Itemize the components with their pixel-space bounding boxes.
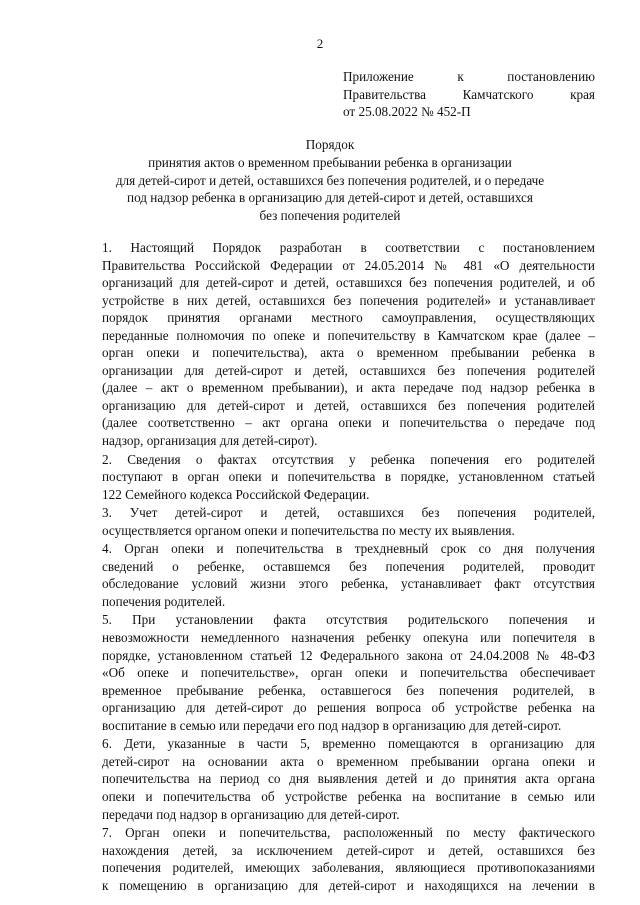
paragraph-line: орган опеки и попечительства), акта о временном пребывании ребенка в [102,345,595,361]
paragraph-line: невозможности немедленного назначения ребенку опекуна или попечителя в [102,630,595,646]
paragraph-line: надзор, организация для детей-сирот). [102,433,318,449]
paragraph-line: воспитание в семью или передачи его под надзор в организацию для детей-сирот. [102,717,562,733]
appendix-line: от 25.08.2022 № 452-П [343,104,471,119]
paragraph-line: «Об опеке и попечительстве», орган опеки и попечительства обеспечивает [102,665,595,681]
paragraph-line: (далее соответственно – акт органа опеки и попечительства о передаче под [102,415,595,431]
paragraph-6 [76,735,595,823]
paragraph-line: 5. При установлении факта отсутствия родительского попечения и [102,612,595,628]
paragraph-line: 3. Учет детей-сирот и детей, оставшихся без попечения родителей, [102,505,595,521]
paragraph-2 [76,451,595,504]
paragraph-line: нахождения детей, за исключением детей-сирот и детей, оставшихся без [102,842,595,858]
paragraph-line: организаций для детей-сирот и детей, оставшихся без попечения родителей, и об [102,275,595,291]
paragraph-3 [76,504,595,539]
paragraph-line: обследование условий жизни этого ребенка, устанавливает факт отсутствия [102,576,595,592]
paragraph-line: организации для детей-сирот и детей, оставшихся без попечения родителей [102,362,595,378]
appendix-line: Правительства Камчатского края [343,86,595,102]
paragraph-line: (далее – акт о временном пребывании), и акта передаче под надзор ребенка в [102,380,595,396]
paragraph-line: порядке, установленном статьей 12 Федерального закона от 24.04.2008 № 48-ФЗ [102,647,595,663]
paragraph-line: 1. Настоящий Порядок разработан в соответствии с постановлением [102,240,595,255]
paragraph-line: переданные полномочия по опеке и попечительству в Камчатском крае (далее – [102,327,595,343]
paragraph-4 [76,540,595,610]
paragraph-line: 122 Семейного кодекса Российской Федерации. [102,486,370,502]
paragraph-line: организацию для детей-сирот и детей, оставшихся без попечения родителей [102,397,595,413]
appendix-block [343,68,595,121]
paragraph-line: поступают в орган опеки и попечительства в порядке, установленном статьей [102,469,595,485]
title-line: под надзор ребенка в организацию для детей-сирот и детей, оставшихся [127,190,533,206]
title-line: Порядок [305,137,355,152]
paragraph-1 [76,239,595,450]
paragraph-line: 6. Дети, указанные в части 5, временно помещаются в организацию для [102,736,595,752]
appendix-line: Приложение к постановлению [343,69,595,84]
title-line: принятия актов о временном пребывании ребенка в организации [148,154,512,170]
document-title [60,136,600,225]
paragraph-line: попечения родителей. [102,593,226,609]
paragraph-line: устройстве в них детей, оставшихся без попечения родителей» и устанавливает [102,292,595,308]
paragraph-line: осуществляется органом опеки и попечительства по месту их выявления. [102,522,515,538]
paragraph-line: попечительства на период со дня выявления детей и до принятия акта органа [102,771,595,787]
paragraph-line: 2. Сведения о фактах отсутствия у ребенка попечения его родителей [102,451,595,467]
title-line: без попечения родителей [259,208,401,224]
paragraph-line: попечения родителей, имеющих заболевания, являющиеся противопоказаниями [102,860,595,876]
paragraph-line: Правительства Российской Федерации от 24.05.2014 № 481 «О деятельности [102,257,595,273]
paragraph-line: передачи под надзор в организацию для детей-сирот. [102,806,400,822]
paragraph-line: 7. Орган опеки и попечительства, расположенный по месту фактического [102,825,595,841]
paragraph-line: детей-сирот на основании акта о временном пребывании органа опеки и [102,753,595,769]
paragraph-line: опеки и попечительства об устройстве ребенка на воспитание в семью или [102,788,595,804]
title-line: для детей-сирот и детей, оставшихся без попечения родителей, и о передаче [115,172,545,188]
paragraph-line: временное пребывание ребенка, оставшегося без попечения родителей, в [102,682,595,698]
paragraph-line: организацию для детей-сирот до решения вопроса об устройстве ребенка на [102,700,595,716]
page-number: 2 [316,36,324,51]
paragraph-7 [76,824,595,894]
paragraph-line: к помещению в организацию для детей-сирот и находящихся на лечении в [102,877,595,893]
paragraph-line: 4. Орган опеки и попечительства в трехдневный срок со дня получения [102,541,595,557]
paragraph-5 [76,611,595,734]
paragraph-line: порядок принятия органами местного самоуправления, осуществляющих [102,310,595,326]
document-body [76,239,595,895]
paragraph-line: сведений о ребенке, оставшемся без попечения родителей, проводит [102,558,595,574]
